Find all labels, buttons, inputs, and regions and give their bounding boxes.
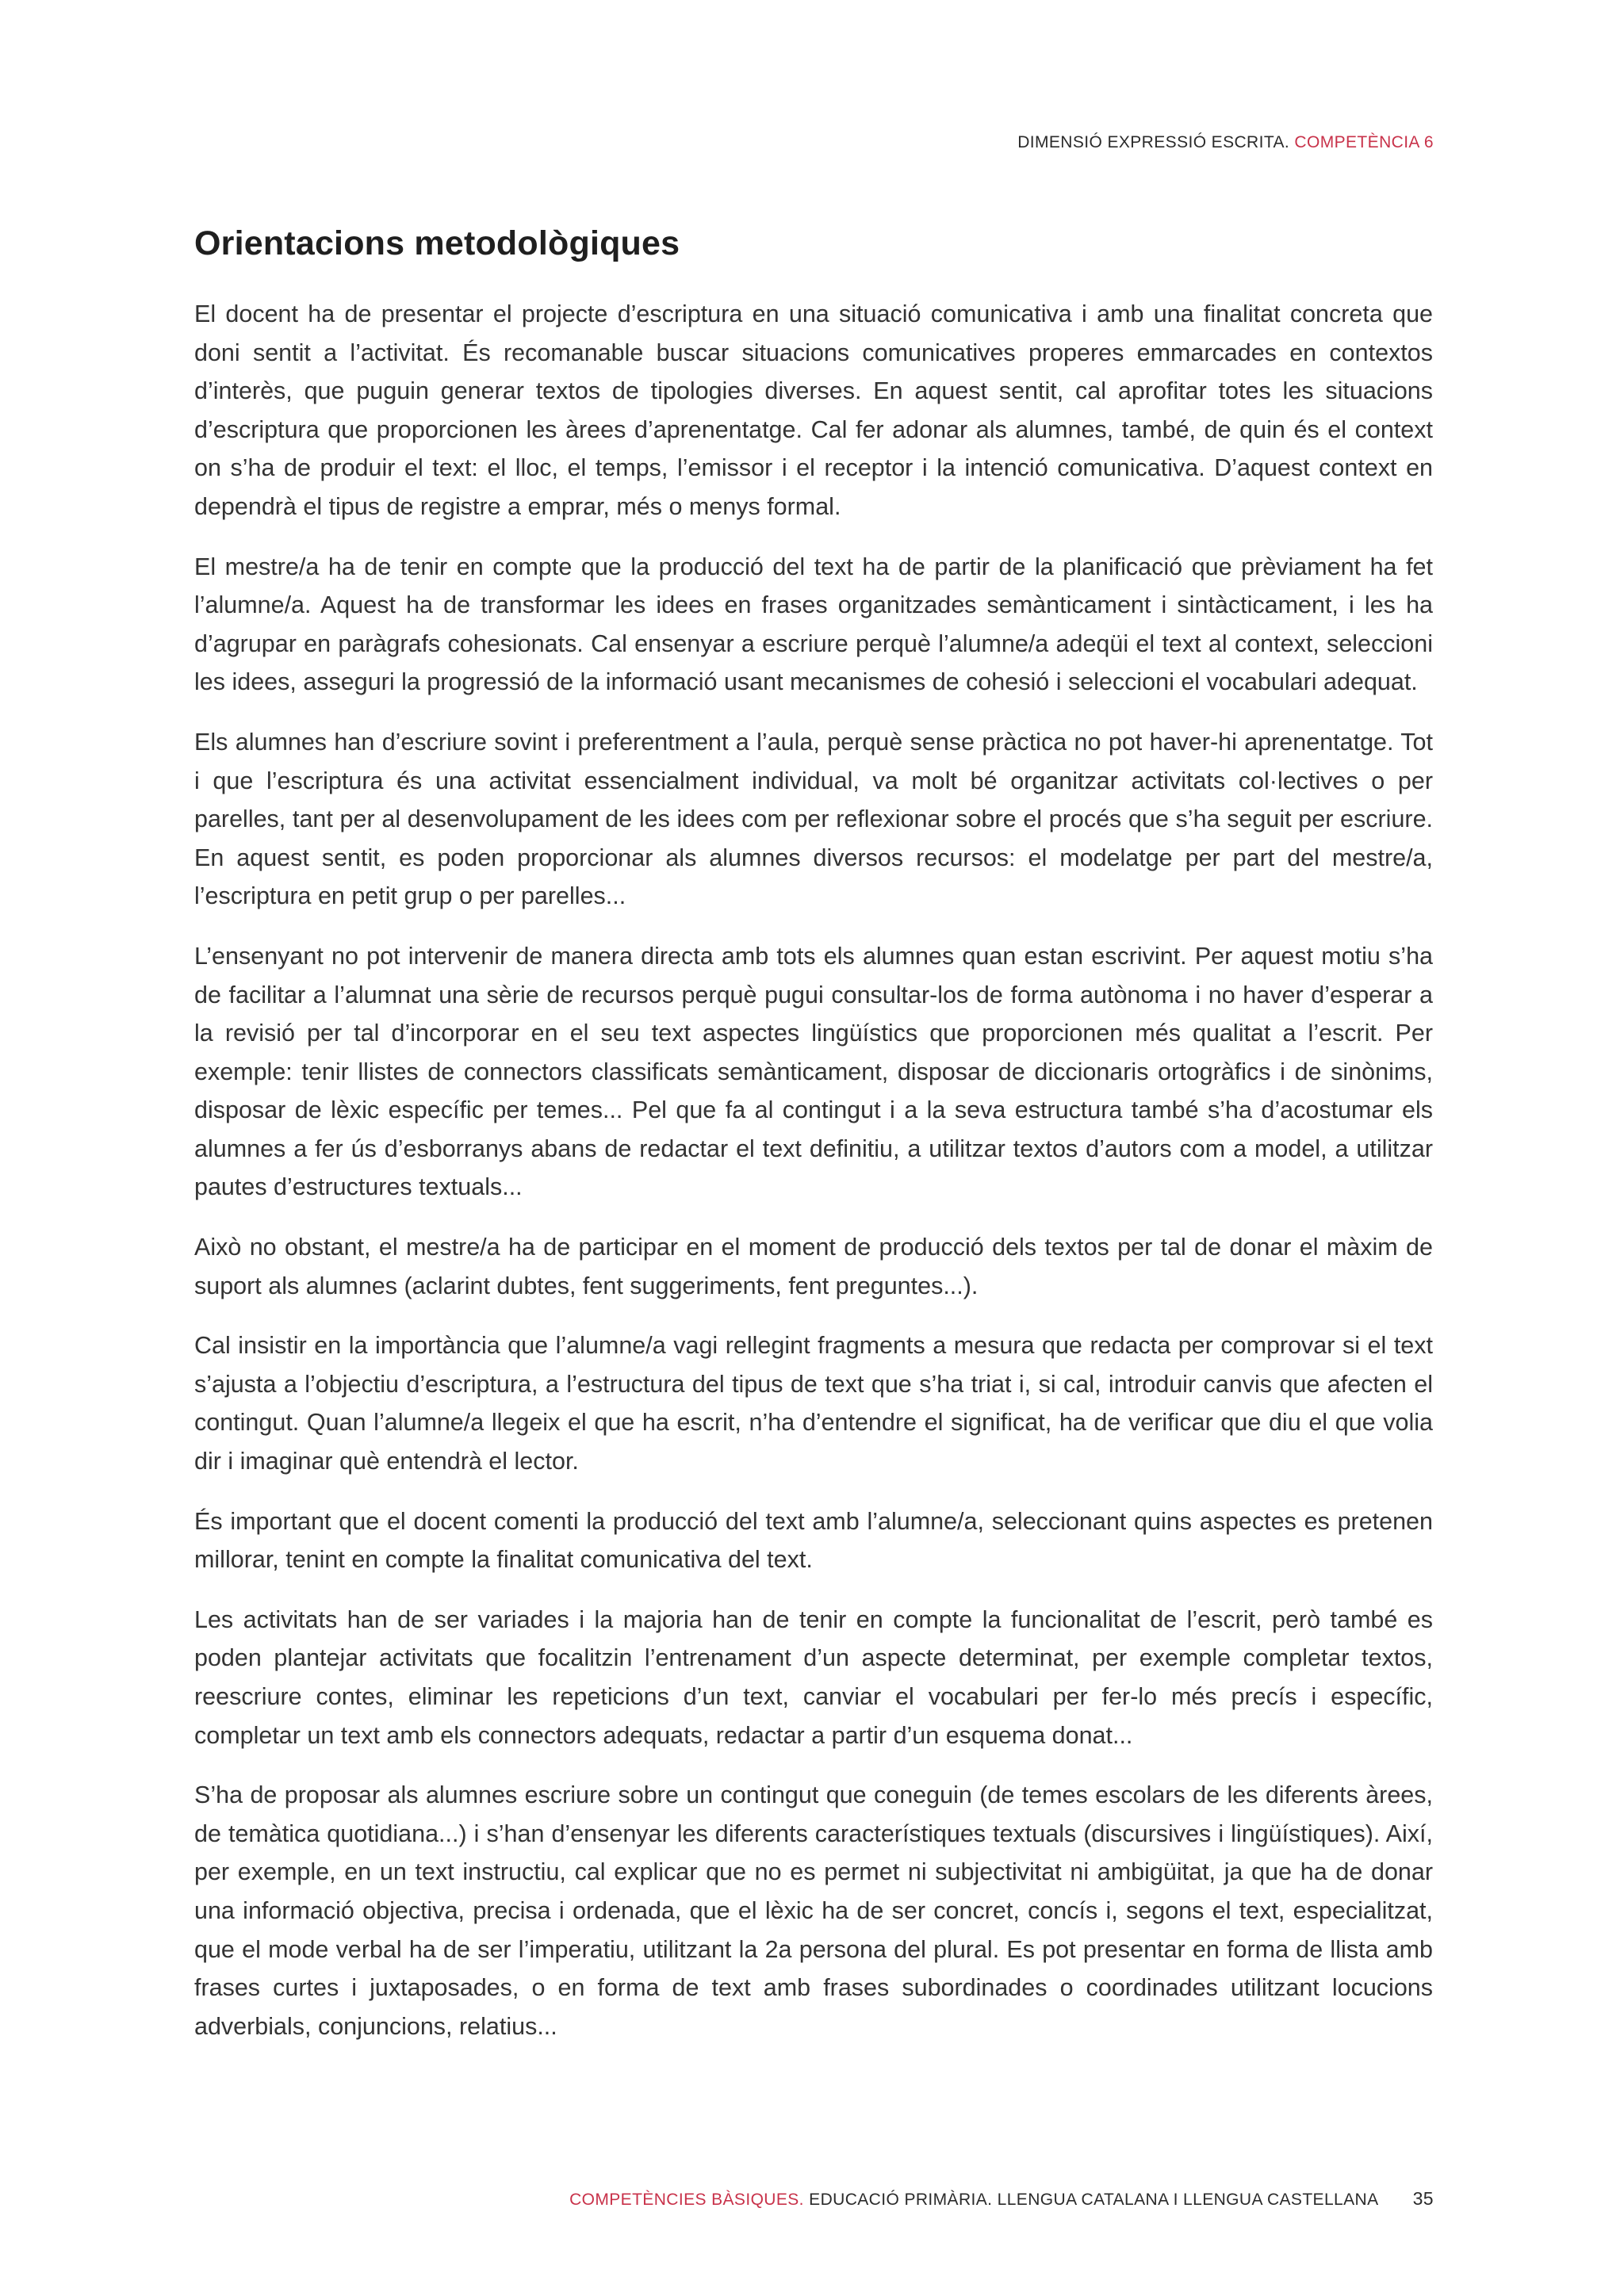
paragraph-4: L’ensenyant no pot intervenir de manera directa amb tots els alumnes quan estan escrivint. Per aquest motiu s’ha de facilitar a l’alumnat una sèrie de recursos perquè pugui consultar-los de forma autònoma i no haver d’esperar a la revisió per tal d’incorporar en el seu text aspectes lingüístics que proporcionen més qualitat a l’escrit. Per exemple: tenir llistes de connectors classificats semànticament, disposar de diccionaris ortogràfics i de sinònims, disposar de lèxic específic per temes... Pel que fa al contingut i a la seva estructura també s’ha d’acostumar els alumnes a fer ús d’esborranys abans de redactar el text definitiu, a utilitzar textos d’autors com a model, a utilitzar pautes d’estructures textuals... — [194, 942, 1433, 1201]
header-competence: COMPETÈNCIA 6 — [1294, 133, 1434, 151]
paragraph-6: Cal insistir en la importància que l’alumne/a vagi rellegint fragments a mesura que redacta per comprovar si el text s’ajusta a l’objectiu d’escriptura, a l’estructura del tipus de text que s’ha triat i, si cal, introduir canvis que afecten el contingut. Quan l’alumne/a llegeix el que ha escrit, n’ha d’entendre el significat, ha de verificar que diu el que volia dir i imaginar què entendrà el lector. — [194, 1332, 1433, 1475]
body-text — [194, 295, 1433, 2067]
paragraph-3: Els alumnes han d’escriure sovint i preferentment a l’aula, perquè sense pràctica no pot haver-hi aprenentatge. Tot i que l’escriptura és una activitat essencialment individual, va molt bé organitzar activitats col·lectives o per parelles, tant per al desenvolupament de les idees com per reflexionar sobre el procés que s’ha seguit per escriure. En aquest sentit, es poden proporcionar als alumnes diversos recursos: el modelatge per part del mestre/a, l’escriptura en petit grup o per parelles... — [194, 728, 1433, 910]
paragraph-2: El mestre/a ha de tenir en compte que la producció del text ha de partir de la planificació que prèviament ha fet l’alumne/a. Aquest ha de transformar les idees en frases organitzades semànticament i sintàcticament, i les ha d’agrupar en paràgrafs cohesionats. Cal ensenyar a escriure perquè l’alumne/a adeqüi el text al context, seleccioni les idees, asseguri la progressió de la informació usant mecanismes de cohesió i seleccioni el vocabulari adequat. — [194, 553, 1433, 696]
footer-series: COMPETÈNCIES BÀSIQUES. — [569, 2191, 804, 2209]
footer-subtitle: EDUCACIÓ PRIMÀRIA. LLENGUA CATALANA I LLENGUA CASTELLANA — [809, 2191, 1378, 2209]
page-title: Orientacions metodològiques — [194, 224, 680, 262]
running-header — [1017, 133, 1434, 152]
paragraph-5: Això no obstant, el mestre/a ha de participar en el moment de producció dels textos per tal de donar el màxim de suport als alumnes (aclarint dubtes, fent suggeriments, fent preguntes...). — [194, 1234, 1433, 1299]
paragraph-1: El docent ha de presentar el projecte d’escriptura en una situació comunicativa i amb una finalitat concreta que doni sentit a l’activitat. És recomanable buscar situacions comunicatives properes emmarcades en contextos d’interès, que puguin generar textos de tipologies diverses. En aquest sentit, cal aprofitar totes les situacions d’escriptura que proporcionen les àrees d’aprenentatge. Cal fer adonar als alumnes, també, de quin és el context on s’ha de produir el text: el lloc, el temps, l’emissor i el receptor i la intenció comunicativa. D’aquest context en dependrà el tipus de registre a emprar, més o menys formal. — [194, 300, 1433, 520]
header-section: DIMENSIÓ EXPRESSIÓ ESCRITA. — [1017, 133, 1290, 151]
page-number: 35 — [1412, 2188, 1434, 2209]
paragraph-8: Les activitats han de ser variades i la majoria han de tenir en compte la funcionalitat de l’escrit, però també es poden plantejar activitats que focalitzin l’entrenament d’un aspecte determinat, per exemple completar textos, reescriure contes, eliminar les repeticions d’un text, canviar el vocabulari per fer-lo més precís i específic, completar un text amb els connectors adequats, redactar a partir d’un esquema donat... — [194, 1605, 1433, 1749]
running-footer — [569, 2188, 1434, 2210]
paragraph-9: S’ha de proposar als alumnes escriure sobre un contingut que coneguin (de temes escolars de les diferents àrees, de temàtica quotidiana...) i s’han d’ensenyar les diferents característiques textuals (discursives i lingüístiques). Així, per exemple, en un text instructiu, cal explicar que no es permet ni subjectivitat ni ambigüitat, ja que ha de donar una informació objectiva, precisa i ordenada, que el lèxic ha de ser concret, concís i, segons el text, especialitzat, que el mode verbal ha de ser l’imperatiu, utilitzant la 2a persona del plural. Es pot presentar en forma de llista amb frases curtes i juxtaposades, o en forma de text amb frases subordinades o coordinades utilitzant locucions adverbials, conjuncions, relatius... — [194, 1781, 1433, 2040]
paragraph-7: És important que el docent comenti la producció del text amb l’alumne/a, seleccionant quins aspectes es pretenen millorar, tenint en compte la finalitat comunicativa del text. — [194, 1507, 1433, 1574]
